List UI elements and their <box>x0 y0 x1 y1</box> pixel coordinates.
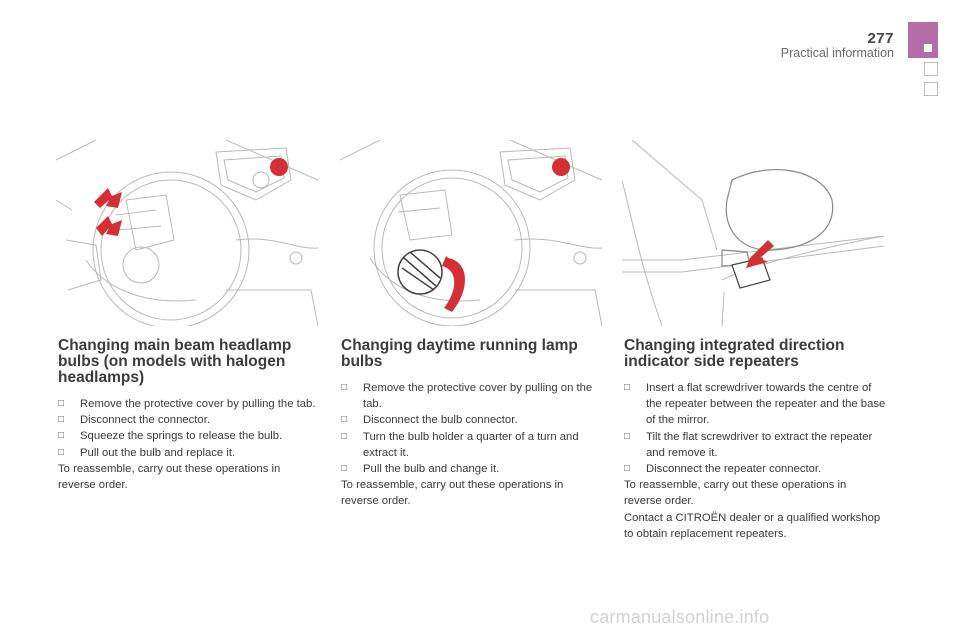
section-daytime-running-lamp <box>341 338 603 510</box>
section-title: Practical information <box>780 46 894 60</box>
note: To reassemble, carry out these operations in reverse order. <box>624 479 847 508</box>
list-item: □ Turn the bulb holder a quarter of a turn and extract it. <box>341 430 579 459</box>
list-item: □ Squeeze the springs to release the bulb. <box>58 428 320 444</box>
note: To reassemble, carry out these operations in reverse order. <box>341 479 564 508</box>
highlight-dot <box>552 158 570 176</box>
figure-main-beam-headlamp <box>56 140 318 326</box>
step-list <box>341 380 603 477</box>
list-item: □ Tilt the flat screwdriver to extract the repeater and remove it. <box>624 430 873 459</box>
checkbox-bullet-icon: □ <box>624 430 631 442</box>
list-item: □ Disconnect the bulb connector. <box>341 412 603 428</box>
checkbox-bullet-icon: □ <box>58 414 65 426</box>
checkbox-bullet-icon: □ <box>58 430 65 442</box>
list-item: □ Remove the protective cover by pulling the tab. <box>58 396 320 412</box>
page-number: 277 <box>867 30 894 47</box>
chapter-tab-empty-2 <box>924 82 938 96</box>
list-item: □ Pull the bulb and change it. <box>341 461 603 477</box>
step-list <box>58 396 320 461</box>
section-side-repeater <box>624 338 886 542</box>
mirror-icon <box>722 170 833 266</box>
chapter-tab-marker <box>924 44 932 52</box>
checkbox-bullet-icon: □ <box>58 446 65 458</box>
section-heading: Changing integrated direction indicator side repeaters <box>624 337 845 370</box>
push-arrow-icon <box>746 240 774 268</box>
red-arrows-icon <box>94 188 122 236</box>
chapter-tab <box>908 22 938 58</box>
list-item: □ Disconnect the connector. <box>58 412 320 428</box>
checkbox-bullet-icon: □ <box>624 382 631 393</box>
section-heading: Changing main beam headlamp bulbs (on models with halogen headlamps) <box>58 337 292 386</box>
daytime-lamp-illustration <box>340 140 602 326</box>
chapter-tab-empty-1 <box>924 62 938 76</box>
figure-daytime-running-lamp <box>340 140 602 326</box>
list-item: □ Remove the protective cover by pulling on the tab. <box>341 382 593 411</box>
list-item: □ Disconnect the repeater connector. <box>624 461 886 477</box>
highlight-dot <box>270 158 288 176</box>
checkbox-bullet-icon: □ <box>341 463 348 475</box>
section-main-beam <box>58 338 320 493</box>
checkbox-bullet-icon: □ <box>341 382 348 393</box>
side-repeater-illustration <box>622 140 884 326</box>
watermark: carmanualsonline.info <box>590 607 770 627</box>
checkbox-bullet-icon: □ <box>624 463 631 475</box>
step-list <box>624 380 886 477</box>
bulb-holder-icon <box>398 250 442 294</box>
checkbox-bullet-icon: □ <box>58 398 65 409</box>
list-item: □ Insert a flat screwdriver towards the centre of the repeater between the repeater and the base of the mirror. <box>624 382 886 427</box>
list-item: □ Pull out the bulb and replace it. <box>58 445 320 461</box>
note: To reassemble, carry out these operations in reverse order. <box>58 462 281 492</box>
note: Contact a CITROËN dealer or a qualified workshop to obtain replacement repeaters. <box>624 511 881 540</box>
checkbox-bullet-icon: □ <box>341 414 348 426</box>
section-heading: Changing daytime running lamp bulbs <box>341 337 578 370</box>
figure-side-repeater <box>622 140 884 326</box>
checkbox-bullet-icon: □ <box>341 430 348 442</box>
main-beam-illustration <box>56 140 318 326</box>
rotate-arrow-icon <box>442 256 465 312</box>
